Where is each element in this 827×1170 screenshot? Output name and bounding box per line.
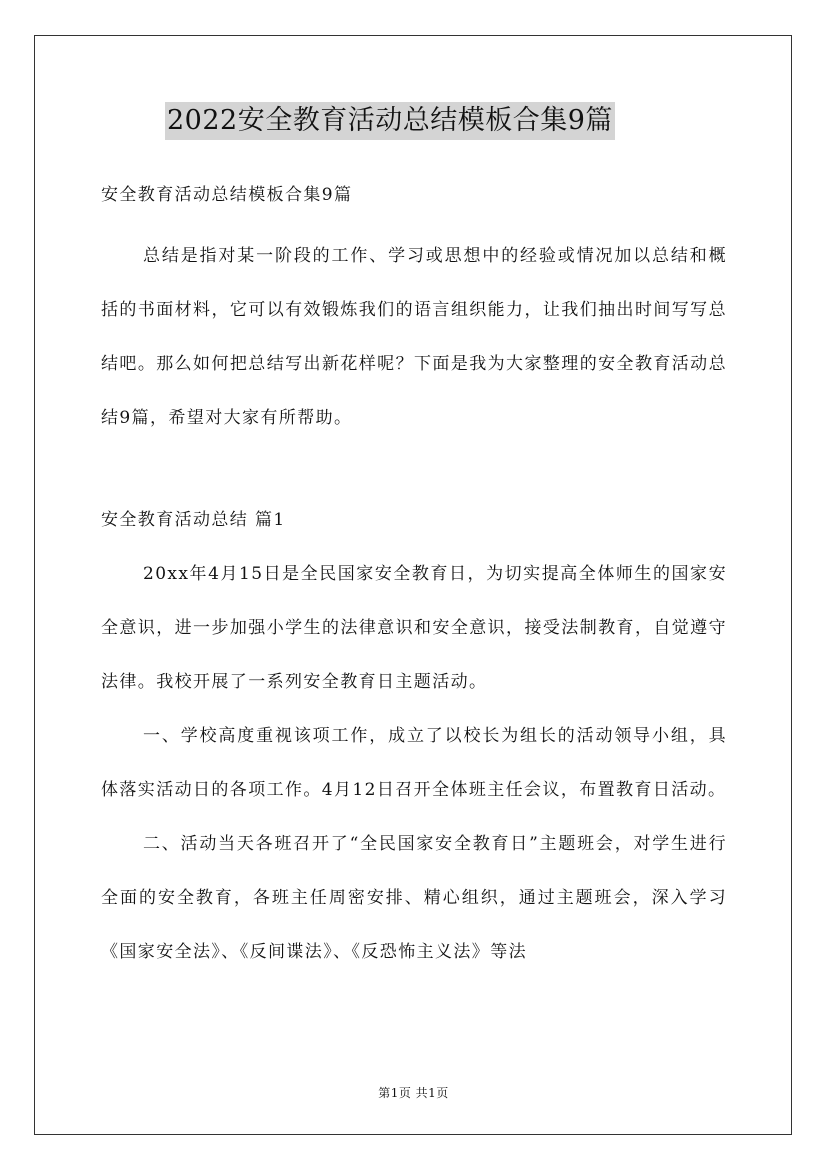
document-subtitle: 安全教育活动总结模板合集9篇 [101, 185, 353, 205]
body-paragraph: 20xx年4月15日是全民国家安全教育日，为切实提高全体师生的国家安全意识，进一步加强小学生的法律意识和安全意识，接受法制教育，自觉遵守法律。我校开展了一系列安全教育日主题活动。 [101, 564, 727, 692]
page-number: 第1页 共1页 [378, 1086, 449, 1100]
body-paragraph: 一、学校高度重视该项工作，成立了以校长为组长的活动领导小组，具体落实活动日的各项工作。4月12日召开全体班主任会议，布置教育日活动。 [101, 726, 727, 800]
body-paragraph: 二、活动当天各班召开了“全民国家安全教育日”主题班会，对学生进行全面的安全教育，各班主任周密安排、精心组织，通过主题班会，深入学习《国家安全法》、《反间谍法》、《反恐怖主义法》等法 [101, 834, 727, 962]
intro-paragraph: 总结是指对某一阶段的工作、学习或思想中的经验或情况加以总结和概括的书面材料，它可以有效锻炼我们的语言组织能力，让我们抽出时间写写总结吧。那么如何把总结写出新花样呢？下面是我为大家整理的安全教育活动总结9篇，希望对大家有所帮助。 [101, 246, 727, 428]
document-body [101, 175, 727, 979]
document-title: 2022安全教育活动总结模板合集9篇 [165, 102, 615, 140]
section-heading: 安全教育活动总结 篇1 [101, 510, 286, 530]
